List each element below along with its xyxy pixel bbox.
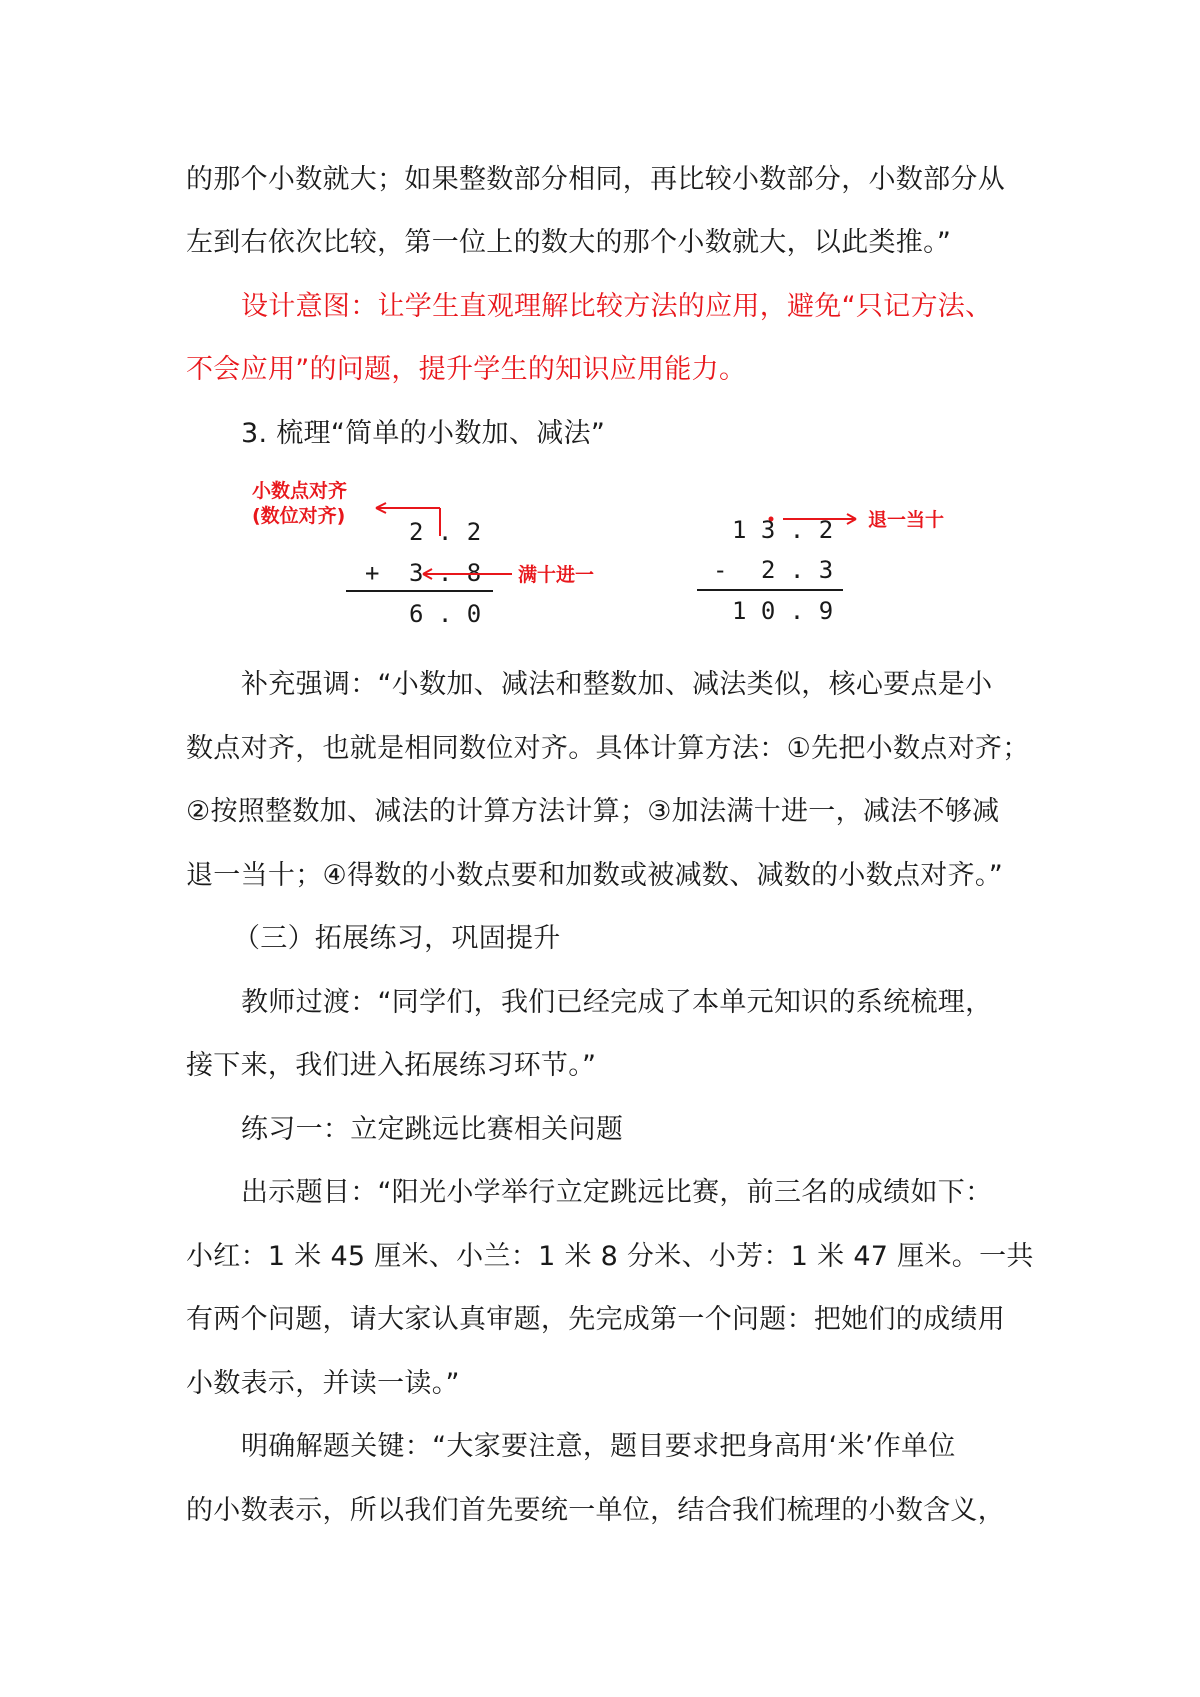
paragraph-line: 接下来，我们进入拓展练习环节。” (186, 1050, 597, 1081)
carry-note: 满十进一 (518, 564, 595, 586)
addend-1: 2 . 2 (409, 518, 482, 546)
design-intent-line: 设计意图：让学生直观理解比较方法的应用，避免“只记方法、 (241, 291, 993, 322)
decimal-align-note: 小数点对齐 (252, 480, 348, 502)
paragraph-line: 有两个问题，请大家认真审题，先完成第一个问题：把她们的成绩用 (186, 1304, 1005, 1335)
addend-2: 3 . 8 (409, 559, 482, 587)
borrow-note: 退一当十 (868, 509, 945, 531)
paragraph-line: 左到右依次比较，第一位上的数大的那个小数就大，以此类推。” (186, 227, 952, 258)
paragraph-line: ②按照整数加、减法的计算方法计算；③加法满十进一，减法不够减 (186, 796, 1000, 827)
section-heading: （三）拓展练习，巩固提升 (233, 923, 561, 954)
decimal-arithmetic-diagram (0, 470, 1200, 640)
paragraph-line: 小红：1 米 45 厘米、小兰：1 米 8 分米、小芳：1 米 47 厘米。一共 (186, 1241, 1034, 1272)
paragraph-line: 数点对齐，也就是相同数位对齐。具体计算方法：①先把小数点对齐； (186, 733, 1030, 764)
minuend: 1 3 . 2 (732, 516, 834, 544)
design-intent-line: 不会应用”的问题，提升学生的知识应用能力。 (186, 354, 747, 385)
paragraph-line: 退一当十；④得数的小数点要和加数或被减数、减数的小数点对齐。” (186, 860, 1003, 891)
paragraph-line: 补充强调：“小数加、减法和整数加、减法类似，核心要点是小 (241, 669, 993, 700)
paragraph-line: 的那个小数就大；如果整数部分相同，再比较小数部分，小数部分从 (186, 164, 1005, 195)
paragraph-line: 出示题目：“阳光小学举行立定跳远比赛，前三名的成绩如下： (241, 1177, 993, 1208)
subtrahend: 2 . 3 (761, 556, 834, 584)
paragraph-line: 明确解题关键：“大家要注意，题目要求把身高用‘米’作单位 (241, 1431, 956, 1462)
place-value-align-note: (数位对齐) (252, 505, 346, 527)
vertical-calculation-figure (0, 470, 1200, 640)
paragraph-line: 的小数表示，所以我们首先要统一单位，结合我们梳理的小数含义， (186, 1495, 1005, 1526)
section-heading: 3. 梳理“简单的小数加、减法” (241, 418, 606, 449)
sum: 6 . 0 (409, 600, 482, 628)
paragraph-line: 小数表示，并读一读。” (186, 1368, 460, 1399)
plus-sign: + (365, 559, 380, 587)
minus-sign: - (713, 556, 728, 584)
difference: 1 0 . 9 (732, 597, 834, 625)
exercise-heading: 练习一：立定跳远比赛相关问题 (241, 1114, 624, 1145)
paragraph-line: 教师过渡：“同学们，我们已经完成了本单元知识的系统梳理， (241, 987, 993, 1018)
